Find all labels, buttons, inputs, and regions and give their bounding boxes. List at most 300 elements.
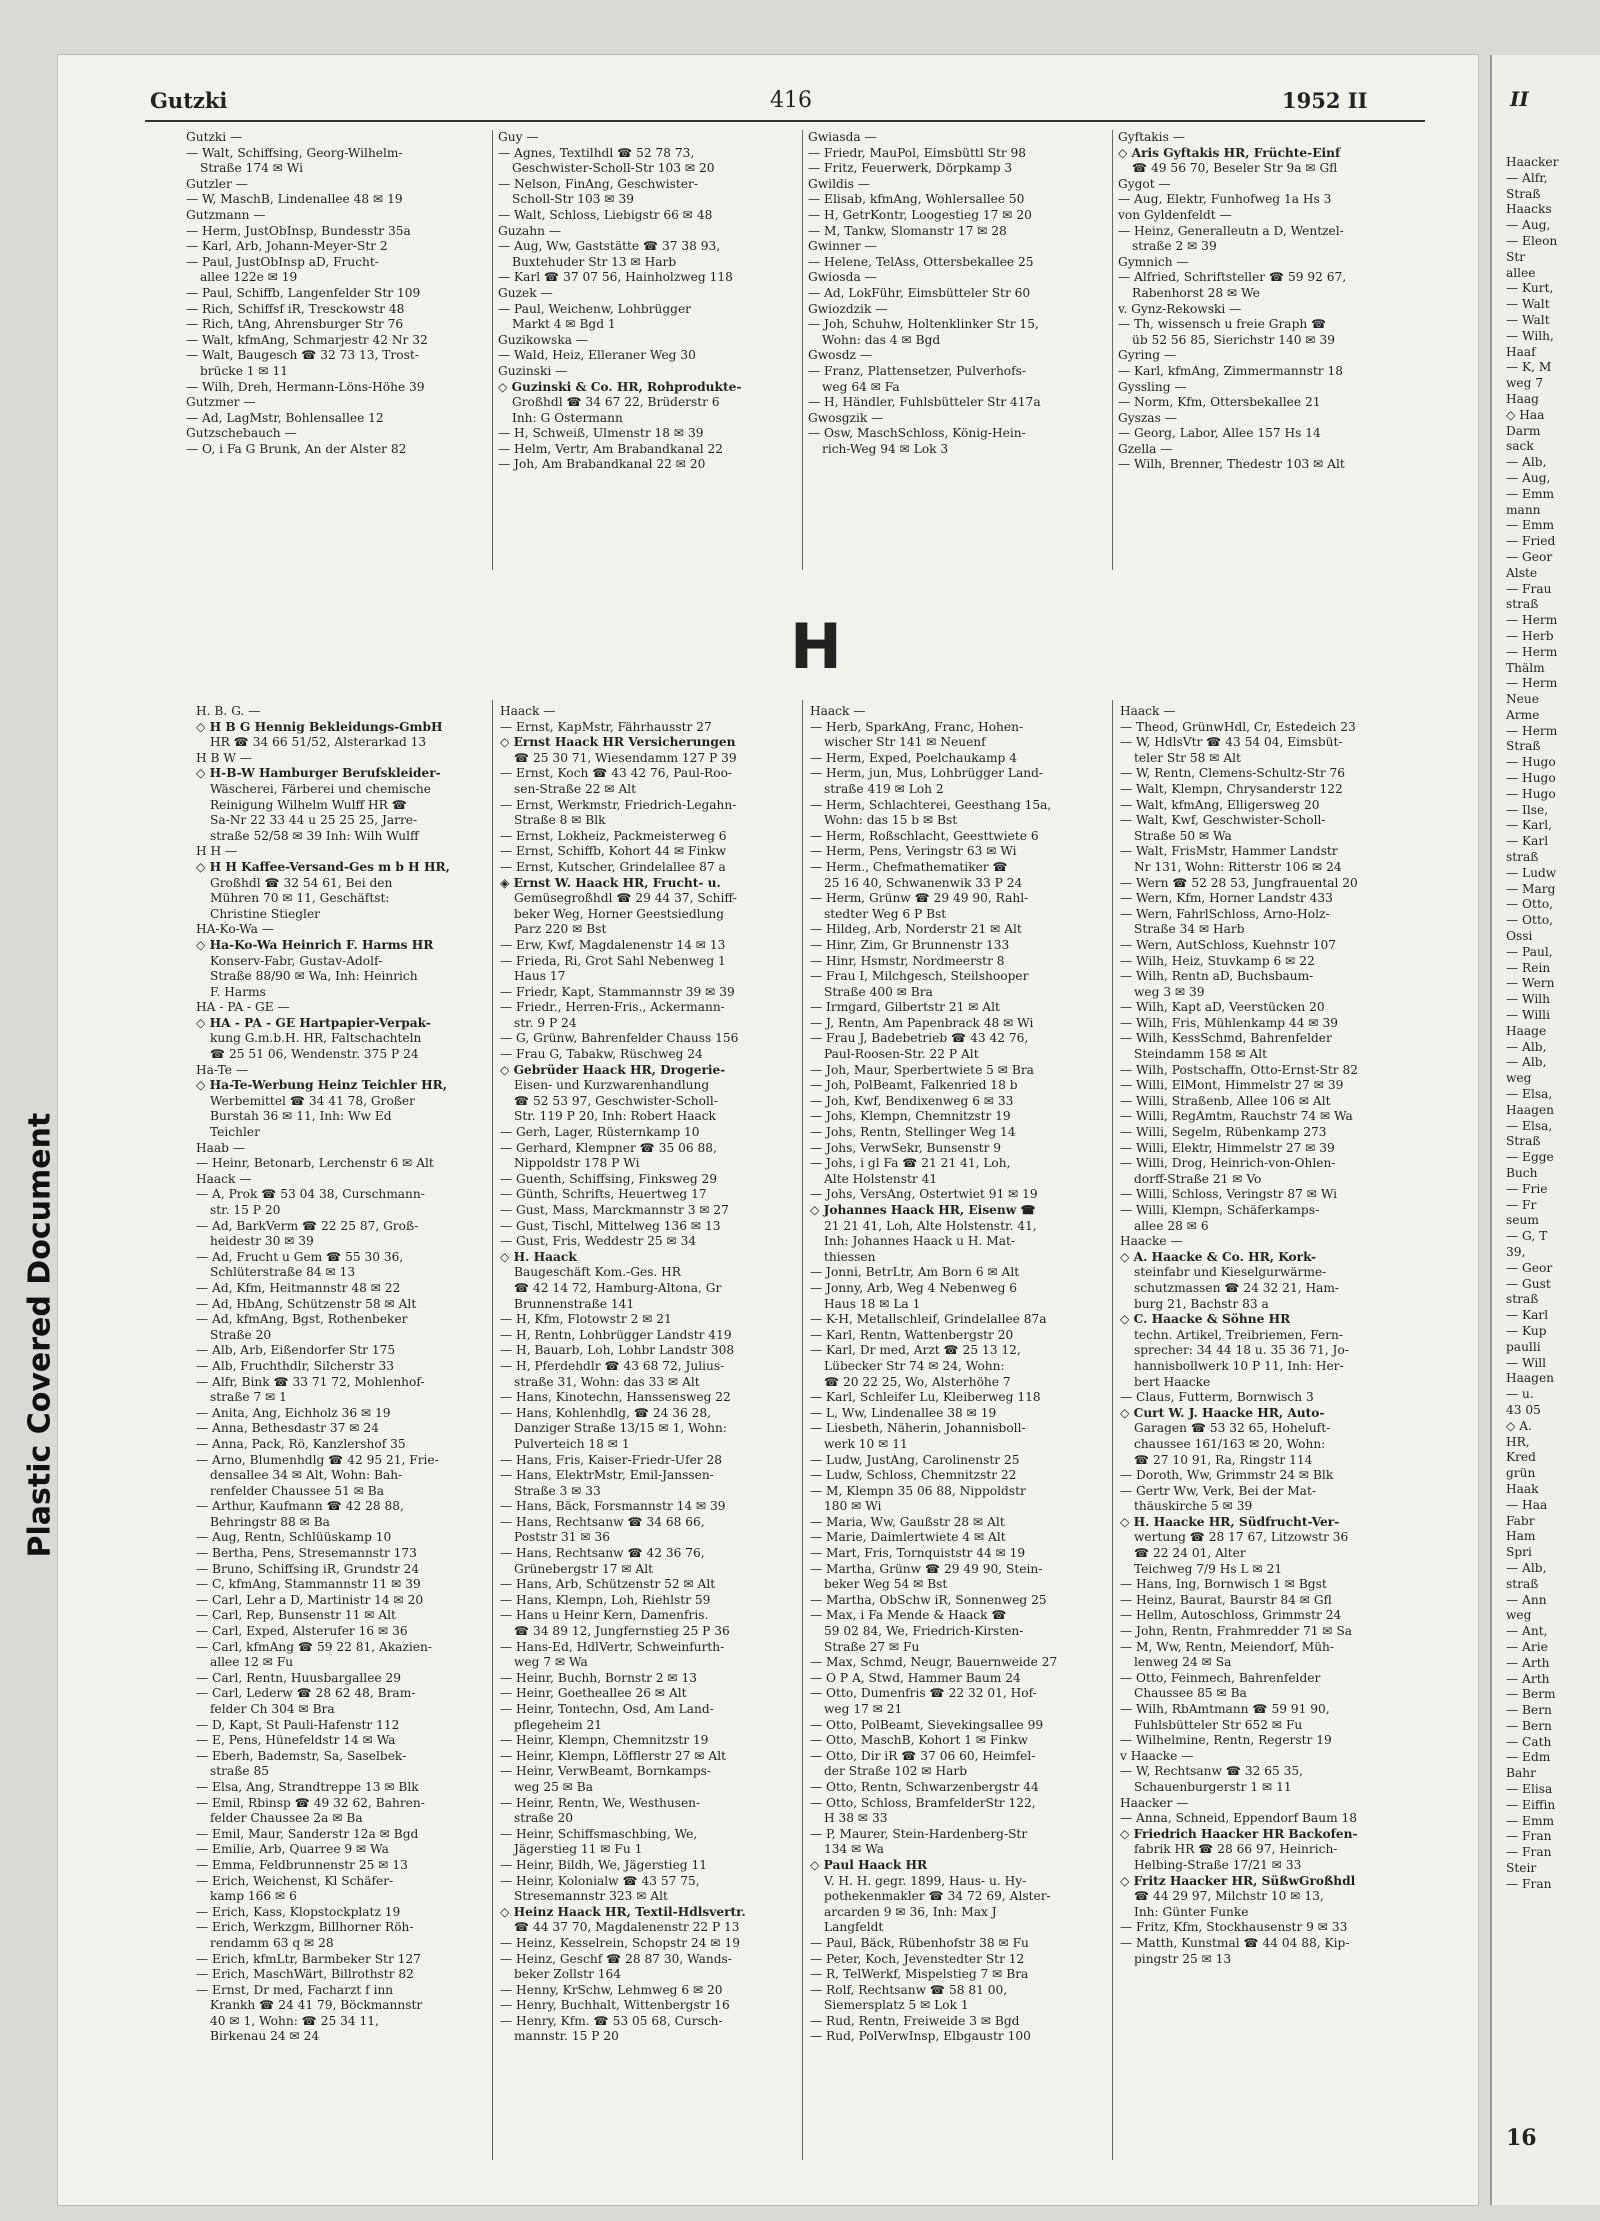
entry-line: Gemüsegroßhdl ☎ 29 44 37, Schiff- [514, 891, 737, 906]
entry-line: kung G.m.b.H. HR, Faltschachteln [210, 1031, 422, 1046]
entry-line: — Ernst, Koch ☎ 43 42 76, Paul-Roo- [500, 766, 733, 781]
facing-entry-line: Str [1506, 249, 1526, 264]
entry-line: — Joh, Maur, Sperbertwiete 5 ✉ Bra [810, 1062, 1034, 1077]
entry-line: densallee 34 ✉ Alt, Wohn: Bah- [210, 1468, 403, 1483]
entry-line: — Gust, Fris, Weddestr 25 ✉ 34 [500, 1234, 697, 1249]
facing-entry-line: grün [1506, 1466, 1536, 1481]
entry-line: ◇ Gebrüder Haack HR, Drogerie- [500, 1062, 726, 1077]
entry-line: straße 7 ✉ 1 [210, 1390, 287, 1405]
entry-line: arcarden 9 ✉ 36, Inh: Max J [824, 1904, 997, 1919]
header-surname: Gutzki [150, 88, 228, 113]
entry-line: Reinigung Wilhelm Wulff HR ☎ [210, 797, 407, 812]
entry-line: — Claus, Futterm, Bornwisch 3 [1120, 1390, 1314, 1405]
entry-line: — Bruno, Schiffsing iR, Grundstr 24 [196, 1561, 420, 1576]
entry-line: — M, Klempn 35 06 88, Nippoldstr [810, 1483, 1026, 1498]
entry-line: Behringstr 88 ✉ Ba [210, 1514, 330, 1529]
facing-entry-line: — Bern [1506, 1703, 1552, 1718]
entry-line: — Walt, FrisMstr, Hammer Landstr [1120, 844, 1338, 859]
entry-line: allee 28 ✉ 6 [1134, 1218, 1209, 1233]
entry-line: — Hans, Bäck, Forsmannstr 14 ✉ 39 [500, 1499, 726, 1514]
entry-line: — Ad, Kfm, Heitmannstr 48 ✉ 22 [196, 1280, 401, 1295]
entry-line: ◇ H H Kaffee-Versand-Ges m b H HR, [196, 859, 450, 874]
facing-entry-line: — Walt [1506, 312, 1550, 327]
facing-entry-line: — u. [1506, 1387, 1534, 1402]
top-column-2 [498, 130, 800, 473]
facing-entry-line: — Elisa [1506, 1782, 1553, 1797]
entry-line: straße 419 ✉ Loh 2 [824, 781, 944, 796]
entry-heading: Gyring — [1118, 348, 1177, 363]
facing-entry-line: — Herm [1506, 723, 1558, 738]
entry-line: — Walt, Kwf, Geschwister-Scholl- [1120, 813, 1326, 828]
entry-line: felder Chaussee 2a ✉ Ba [210, 1811, 363, 1826]
entry-line: Str. 119 P 20, Inh: Robert Haack [514, 1109, 716, 1124]
entry-line: — K-H, Metallschleif, Grindelallee 87a [810, 1312, 1047, 1327]
entry-line: — O, i Fa G Brunk, An der Alster 82 [186, 441, 407, 456]
entry-line: — Carl, Lehr a D, Martinistr 14 ✉ 20 [196, 1592, 424, 1607]
entry-line: Burstah 36 ✉ 11, Inh: Ww Ed [210, 1109, 392, 1124]
entry-line: — Joh, Kwf, Bendixenweg 6 ✉ 33 [810, 1093, 1014, 1108]
entry-line: — Alb, Fruchthdlr, Silcherstr 33 [196, 1358, 395, 1373]
entry-line: — Walt, Schloss, Liebigstr 66 ✉ 48 [498, 207, 713, 222]
entry-line: — Wilh, Fris, Mühlenkamp 44 ✉ 39 [1120, 1015, 1338, 1030]
entry-line: — Peter, Koch, Jevenstedter Str 12 [810, 1951, 1025, 1966]
entry-line: allee 12 ✉ Fu [210, 1655, 294, 1670]
facing-entry-line: — Alb, [1506, 1039, 1547, 1054]
facing-entry-line: — Paul, [1506, 944, 1553, 959]
entry-line: — Erich, Kass, Klopstockplatz 19 [196, 1904, 401, 1919]
entry-line: — Wilh, Dreh, Hermann-Löns-Höhe 39 [186, 379, 425, 394]
facing-entry-line: — Alb, [1506, 1055, 1547, 1070]
entry-line: — Otto, Dumenfris ☎ 22 32 01, Hof- [810, 1686, 1037, 1701]
facing-entry-line: — Marg [1506, 881, 1556, 896]
entry-line: Haus 17 [514, 969, 566, 984]
entry-line: — Georg, Labor, Allee 157 Hs 14 [1118, 426, 1321, 441]
facing-entry-line: — Wern [1506, 976, 1555, 991]
entry-line: — Hans, ElektrMstr, Emil-Janssen- [500, 1468, 714, 1483]
entry-line: — Wern, AutSchloss, Kuehnstr 107 [1120, 937, 1337, 952]
entry-line: — R, TelWerkf, Mispelstieg 7 ✉ Bra [810, 1967, 1029, 1982]
entry-line: — Ernst, Werkmstr, Friedrich-Legahn- [500, 797, 737, 812]
entry-line: Straße 88/90 ✉ Wa, Inh: Heinrich [210, 969, 418, 984]
entry-heading: H H — [196, 844, 238, 859]
entry-line: Rabenhorst 28 ✉ We [1132, 285, 1260, 300]
entry-line: — Marie, Daimlertwiete 4 ✉ Alt [810, 1530, 1006, 1545]
entry-line: — Matth, Kunstmal ☎ 44 04 88, Kip- [1120, 1935, 1350, 1950]
facing-entry-line: ◇ A. [1506, 1418, 1532, 1433]
facing-entry-line: — K, M [1506, 360, 1552, 375]
entry-line: — O P A, Stwd, Hammer Baum 24 [810, 1670, 1021, 1685]
entry-line: — Wilh, Postschaffn, Otto-Ernst-Str 82 [1120, 1062, 1358, 1077]
entry-line: — Walt, kfmAng, Elligersweg 20 [1120, 797, 1320, 812]
entry-line: — Frau G, Tabakw, Rüschweg 24 [500, 1047, 703, 1062]
entry-line: — Martha, ObSchw iR, Sonnenweg 25 [810, 1592, 1047, 1607]
entry-heading: Haab — [196, 1140, 246, 1155]
entry-line: — Liesbeth, Näherin, Johannisboll- [810, 1421, 1026, 1436]
entry-line: mannstr. 15 P 20 [514, 2029, 619, 2044]
facing-entry-line: — Emm [1506, 518, 1555, 533]
entry-line: — Carl, kfmAng ☎ 59 22 81, Akazien- [196, 1639, 432, 1654]
facing-entry-line: — Frau [1506, 581, 1552, 596]
entry-line: ◇ Aris Gyftakis HR, Früchte-Einf [1118, 145, 1341, 160]
entry-line: — Norm, Kfm, Ottersbekallee 21 [1118, 395, 1321, 410]
entry-line: ◇ Ha-Te-Werbung Heinz Teichler HR, [196, 1078, 447, 1093]
entry-line: — Gerhard, Klempner ☎ 35 06 88, [500, 1140, 717, 1155]
entry-heading: Gwiasda — [808, 130, 877, 144]
entry-line: — Friedr, Kapt, Stammannstr 39 ✉ 39 [500, 984, 735, 999]
entry-line: ◇ Heinz Haack HR, Textil-Hdlsvertr. [500, 1904, 746, 1919]
entry-line: beker Zollstr 164 [514, 1967, 622, 1982]
entry-heading: Gzella — [1118, 441, 1173, 456]
facing-entry-line: Buch [1506, 1166, 1538, 1180]
entry-heading: Guzinski — [498, 363, 568, 378]
entry-line: — Arno, Blumenhdlg ☎ 42 95 21, Frie- [196, 1452, 439, 1467]
entry-line: Nr 131, Wohn: Ritterstr 106 ✉ 24 [1134, 859, 1342, 874]
entry-line: ☎ 25 30 71, Wiesendamm 127 P 39 [514, 750, 737, 765]
facing-entry-line: — Frie [1506, 1181, 1548, 1196]
facing-entry-line: — Hugo [1506, 771, 1556, 786]
entry-line: ◇ H. Haacke HR, Südfrucht-Ver- [1120, 1514, 1340, 1529]
entry-line: ◇ H. Haack [500, 1249, 577, 1264]
facing-entry-line: weg [1506, 1071, 1532, 1086]
entry-line: — Hildeg, Arb, Norderstr 21 ✉ Alt [810, 922, 1022, 937]
entry-line: — Johs, VersAng, Ostertwiet 91 ✉ 19 [810, 1187, 1038, 1202]
entry-line: — Heinr, Goetheallee 26 ✉ Alt [500, 1686, 687, 1701]
entry-line: wertung ☎ 28 17 67, Litzowstr 36 [1134, 1530, 1349, 1545]
entry-line: — Herm, Roßschlacht, Geesttwiete 6 [810, 828, 1039, 843]
entry-line: — Fritz, Feuerwerk, Dörpkamp 3 [808, 161, 1013, 176]
facing-entry-line: Straß [1506, 186, 1541, 201]
facing-entry-line: Haagen [1506, 1371, 1555, 1386]
entry-line: ☎ 22 24 01, Alter [1134, 1546, 1246, 1561]
entry-line: — Carl, Rentn, Huusbargallee 29 [196, 1670, 402, 1685]
entry-line: — Heinr, Kolonialw ☎ 43 57 75, [500, 1873, 700, 1888]
entry-line: hannisbollwerk 10 P 11, Inh: Her- [1134, 1358, 1344, 1373]
entry-line: — Karl, Rentn, Wattenbergstr 20 [810, 1327, 1014, 1342]
entry-line: — Erich, Werkzgm, Billhorner Röh- [196, 1920, 414, 1935]
entry-line: ◇ A. Haacke & Co. HR, Kork- [1120, 1249, 1317, 1264]
entry-line: — Wilh, KessSchmd, Bahrenfelder [1120, 1031, 1332, 1046]
entry-line: — Karl, Schleifer Lu, Kleiberweg 118 [810, 1390, 1041, 1405]
entry-line: Birkenau 24 ✉ 24 [210, 2029, 320, 2044]
entry-line: — Johs, i gl Fa ☎ 21 21 41, Loh, [810, 1156, 1011, 1171]
entry-line: — Anita, Ang, Eichholz 36 ✉ 19 [196, 1405, 391, 1420]
entry-line: ☎ 27 10 91, Ra, Ringstr 114 [1134, 1452, 1313, 1467]
entry-line: ☎ 34 89 12, Jungfernstieg 25 P 36 [514, 1624, 730, 1639]
entry-heading: Guzikowska — [498, 332, 589, 347]
entry-line: Fuhlsbütteler Str 652 ✉ Fu [1134, 1717, 1303, 1732]
entry-line: Chaussee 85 ✉ Ba [1134, 1686, 1247, 1701]
entry-line: — Willi, Elektr, Himmelstr 27 ✉ 39 [1120, 1140, 1335, 1155]
entry-line: — H, GetrKontr, Loogestieg 17 ✉ 20 [808, 207, 1032, 222]
entry-line: str. 15 P 20 [210, 1203, 281, 1217]
facing-entry-line: Ham [1506, 1529, 1536, 1544]
entry-line: — Doroth, Ww, Grimmstr 24 ✉ Blk [1120, 1468, 1334, 1483]
entry-heading: Ha-Te — [196, 1062, 249, 1077]
entry-heading: Gutzschebauch — [186, 426, 297, 441]
facing-entry-line: Haag [1506, 391, 1539, 406]
entry-line: — Gust, Tischl, Mittelweg 136 ✉ 13 [500, 1218, 721, 1233]
entry-line: — Heinr, VerwBeamt, Bornkamps- [500, 1764, 712, 1779]
entry-line: beker Weg 54 ✉ Bst [824, 1577, 948, 1592]
facing-entry-line: Haak [1506, 1481, 1539, 1496]
entry-line: — Max, i Fa Mende & Haack ☎ [810, 1608, 1007, 1623]
entry-line: — Elisab, kfmAng, Wohlersallee 50 [808, 192, 1025, 207]
entry-line: — M, Tankw, Slomanstr 17 ✉ 28 [808, 223, 1007, 238]
facing-entry-line: — Gust [1506, 1276, 1551, 1291]
entry-line: — W, MaschB, Lindenallee 48 ✉ 19 [186, 192, 403, 207]
entry-line: — Heinz, Geschf ☎ 28 87 30, Wands- [500, 1951, 732, 1966]
entry-line: — Ad, HbAng, Schützenstr 58 ✉ Alt [196, 1296, 417, 1311]
entry-line: Straße 27 ✉ Fu [824, 1639, 920, 1654]
entry-line: — C, kfmAng, Stammannstr 11 ✉ 39 [196, 1577, 421, 1592]
entry-line: pingstr 25 ✉ 13 [1134, 1951, 1232, 1966]
entry-line: Christine Stiegler [210, 906, 320, 921]
entry-line: allee 122e ✉ 19 [200, 270, 298, 285]
facing-entry-line: 39, [1506, 1244, 1526, 1259]
entry-heading: Gutzmer — [186, 395, 256, 410]
entry-line: ◇ HA - PA - GE Hartpapier-Verpak- [196, 1015, 431, 1030]
entry-line: — Alb, Arb, Eißendorfer Str 175 [196, 1343, 396, 1358]
entry-line: — Willi, Schloss, Veringstr 87 ✉ Wi [1120, 1187, 1338, 1202]
entry-line: steinfabr und Kieselgurwärme- [1134, 1265, 1327, 1280]
entry-line: — Emil, Rbinsp ☎ 49 32 62, Bahren- [196, 1795, 425, 1810]
entry-line: — P, Maurer, Stein-Hardenberg-Str [810, 1826, 1028, 1841]
facing-entry-line: Straß [1506, 739, 1541, 754]
entry-line: — Heinr, Rentn, We, Westhusen- [500, 1795, 701, 1810]
entry-line: — Otto, Schloss, BramfelderStr 122, [810, 1795, 1036, 1810]
entry-line: — M, Ww, Rentn, Meiendorf, Müh- [1120, 1639, 1335, 1654]
facing-entry-line: sack [1506, 439, 1534, 454]
facing-entry-line: — Ann [1506, 1592, 1547, 1607]
entry-line: — Alfried, Schriftsteller ☎ 59 92 67, [1118, 270, 1347, 285]
entry-heading: Gygot — [1118, 176, 1171, 191]
entry-line: thiessen [824, 1249, 876, 1264]
entry-line: — Rud, PolVerwInsp, Elbgaustr 100 [810, 2029, 1031, 2044]
entry-line: — Karl, kfmAng, Zimmermannstr 18 [1118, 363, 1343, 378]
facing-entry-line: — Eleon [1506, 233, 1558, 248]
entry-line: — Nelson, FinAng, Geschwister- [498, 176, 698, 191]
entry-line: — Heinr, Betonarb, Lerchenstr 6 ✉ Alt [196, 1156, 434, 1171]
column-divider [1112, 130, 1113, 570]
entry-heading: von Gyldenfeldt — [1118, 207, 1232, 222]
entry-line: — Joh, PolBeamt, Falkenried 18 b [810, 1078, 1018, 1093]
entry-line: rendamm 63 q ✉ 28 [210, 1935, 334, 1950]
entry-line: Werbemittel ☎ 34 41 78, Großer [210, 1093, 415, 1108]
entry-heading: Gymnich — [1118, 254, 1189, 269]
entry-line: ◇ H B G Hennig Bekleidungs-GmbH [196, 719, 443, 734]
entry-line: — Arthur, Kaufmann ☎ 42 28 88, [196, 1499, 404, 1514]
facing-entry-line: — Geor [1506, 549, 1553, 564]
entry-line: ☎ 44 29 97, Milchstr 10 ✉ 13, [1134, 1889, 1324, 1904]
entry-line: — Ludw, JustAng, Carolinenstr 25 [810, 1452, 1020, 1467]
facing-entry-line: — Cath [1506, 1734, 1552, 1749]
entry-line: — Paul, Weichenw, Lohbrügger [498, 301, 691, 316]
entry-line: — Ernst, Schiffb, Kohort 44 ✉ Finkw [500, 844, 727, 859]
entry-line: — Willi, Straßenb, Allee 106 ✉ Alt [1120, 1093, 1331, 1108]
entry-line: weg 25 ✉ Ba [514, 1779, 594, 1794]
entry-line: — Wilh, RbAmtmann ☎ 59 91 90, [1120, 1702, 1330, 1716]
entry-line: — Erich, kfmLtr, Barmbeker Str 127 [196, 1951, 421, 1966]
entry-line: Brunnenstraße 141 [514, 1296, 635, 1311]
facing-entry-line: — Haa [1506, 1497, 1548, 1512]
facing-entry-line: — Fried [1506, 534, 1556, 549]
entry-line: teler Str 58 ✉ Alt [1134, 750, 1241, 765]
entry-line: Langfeldt [824, 1920, 884, 1935]
facing-entry-line: — Hugo [1506, 786, 1556, 801]
entry-line: — Günth, Schrifts, Heuertweg 17 [500, 1187, 707, 1202]
entry-line: — H, Händler, Fuhlsbütteler Str 417a [808, 395, 1041, 410]
entry-line: — Hans, Klempn, Loh, Riehlstr 59 [500, 1592, 711, 1607]
facing-entry-line: — Geor [1506, 1260, 1553, 1275]
entry-line: — Hans, Kohlenhdlg, ☎ 24 36 28, [500, 1405, 712, 1420]
entry-line: 40 ✉ 1, Wohn: ☎ 25 34 11, [210, 2013, 379, 2028]
entry-line: Inh: Günter Funke [1134, 1904, 1249, 1919]
entry-line: ◈ Ernst W. Haack HR, Frucht- u. [500, 875, 721, 890]
entry-line: Poststr 31 ✉ 36 [514, 1530, 611, 1545]
facing-page-number: 16 [1506, 2125, 1537, 2151]
entry-line: — Mart, Fris, Tornquiststr 44 ✉ 19 [810, 1546, 1026, 1561]
entry-line: Großhdl ☎ 34 67 22, Brüderstr 6 [512, 395, 720, 410]
entry-heading: Gyszas — [1118, 410, 1177, 425]
entry-line: — Emilie, Arb, Quarree 9 ✉ Wa [196, 1842, 389, 1857]
entry-line: ☎ 49 56 70, Beseler Str 9a ✉ Gfl [1132, 161, 1338, 176]
entry-line: — G, Grünw, Bahrenfelder Chauss 156 [500, 1031, 739, 1046]
entry-line: Wäscherei, Färberei und chemische [210, 781, 431, 796]
facing-entry-line: — Wilh [1506, 992, 1551, 1007]
entry-line: Helbing-Straße 17/21 ✉ 33 [1134, 1857, 1302, 1872]
entry-line: — Paul, Schiffb, Langenfelder Str 109 [186, 285, 421, 300]
entry-line: — Bertha, Pens, Stresemannstr 173 [196, 1546, 417, 1561]
entry-line: — Henry, Kfm. ☎ 53 05 68, Cursch- [500, 2013, 723, 2028]
entry-line: dorff-Straße 21 ✉ Vo [1134, 1171, 1262, 1186]
entry-line: — Emma, Feldbrunnenstr 25 ✉ 13 [196, 1857, 408, 1872]
entry-line: — Gust, Mass, Marckmannstr 3 ✉ 27 [500, 1203, 729, 1217]
entry-line: ☎ 42 14 72, Hamburg-Altona, Gr [514, 1280, 722, 1295]
entry-heading: Gutzler — [186, 176, 248, 191]
entry-line: Nippoldstr 178 P Wi [514, 1156, 640, 1171]
entry-line: — Wern ☎ 52 28 53, Jungfrauental 20 [1120, 875, 1358, 890]
entry-line: — Friedr, MauPol, Eimsbüttl Str 98 [808, 145, 1027, 160]
entry-line: ☎ 52 53 97, Geschwister-Scholl- [514, 1093, 718, 1108]
entry-line: — D, Kapt, St Pauli-Hafenstr 112 [196, 1717, 400, 1732]
facing-page-header: II [1510, 87, 1529, 111]
side-label: Plastic Covered Document [22, 1112, 58, 1558]
facing-entry-line: — Alfr, [1506, 170, 1548, 185]
entry-line: — Herm, jun, Mus, Lohbrügger Land- [810, 766, 1043, 781]
entry-line: — Wilhelmine, Rentn, Regerstr 19 [1120, 1733, 1332, 1748]
entry-line: Straße 8 ✉ Blk [514, 813, 606, 828]
entry-line: ☎ 20 22 25, Wo, Alsterhöhe 7 [824, 1374, 1011, 1389]
main-column-3 [810, 704, 1110, 2045]
entry-line: H 38 ✉ 33 [824, 1811, 888, 1826]
entry-line: — Joh, Schuhw, Holtenklinker Str 15, [808, 317, 1039, 332]
entry-line: — Johs, Rentn, Stellinger Weg 14 [810, 1125, 1016, 1140]
entry-line: — Heinr, Tontechn, Osd, Am Land- [500, 1702, 714, 1716]
facing-entry-line: — Kup [1506, 1323, 1547, 1338]
facing-entry-line: — Bern [1506, 1718, 1552, 1733]
entry-line: — Ad, Frucht u Gem ☎ 55 30 36, [196, 1249, 404, 1264]
entry-line: Paul-Roosen-Str. 22 P Alt [824, 1047, 979, 1062]
entry-line: — Herm, JustObInsp, Bundesstr 35a [186, 223, 411, 238]
entry-line: Krankh ☎ 24 41 79, Böckmannstr [210, 1998, 423, 2013]
entry-line: — Frau J, Badebetrieb ☎ 43 42 76, [810, 1031, 1029, 1046]
facing-entry-line: — Rein [1506, 960, 1551, 975]
facing-entry-line: — Will [1506, 1355, 1547, 1370]
entry-line: — Gertr Ww, Verk, Bei der Mat- [1120, 1483, 1316, 1498]
entry-line: Sa-Nr 22 33 44 u 25 25 25, Jarre- [210, 813, 418, 828]
facing-entry-line: Fabr [1506, 1513, 1535, 1528]
entry-line: ◇ Fritz Haacker HR, SüßwGroßhdl [1120, 1873, 1356, 1888]
entry-line: straße 85 [210, 1764, 269, 1779]
entry-line: — Henry, Buchhalt, Wittenbergstr 16 [500, 1998, 730, 2013]
facing-entry-line: — Otto, [1506, 913, 1554, 928]
entry-line: Steindamm 158 ✉ Alt [1134, 1047, 1268, 1062]
entry-line: sen-Straße 22 ✉ Alt [514, 781, 637, 796]
entry-line: — Walt, kfmAng, Schmarjestr 42 Nr 32 [186, 332, 428, 347]
entry-line: — Ad, LokFühr, Eimsbütteler Str 60 [808, 285, 1031, 300]
facing-entry-line: — Emm [1506, 1813, 1555, 1828]
entry-line: — Walt, Klempn, Chrysanderstr 122 [1120, 781, 1343, 796]
entry-line: — Wilh, Kapt aD, Veerstücken 20 [1120, 1000, 1325, 1015]
entry-line: — Anna, Bethesdastr 37 ✉ 24 [196, 1421, 379, 1436]
facing-entry-line: Haacker [1506, 155, 1559, 169]
entry-line: Schauenburgerstr 1 ✉ 11 [1134, 1779, 1292, 1794]
facing-entry-line: Haaf [1506, 344, 1536, 359]
entry-line: Alte Holstenstr 41 [824, 1171, 938, 1186]
facing-entry-line: Spri [1506, 1545, 1532, 1560]
entry-line: der Straße 102 ✉ Harb [824, 1764, 968, 1779]
entry-heading: Gwiosda — [808, 270, 877, 285]
facing-entry-line: seum [1506, 1213, 1539, 1228]
entry-line: Stresemannstr 323 ✉ Alt [514, 1889, 668, 1904]
entry-line: — Herm, Schlachterei, Geesthang 15a, [810, 797, 1052, 812]
entry-line: 134 ✉ Wa [824, 1842, 884, 1857]
entry-heading: Haack — [810, 704, 866, 718]
main-column-1 [196, 704, 490, 2045]
entry-line: renfelder Chaussee 51 ✉ Ba [210, 1483, 385, 1498]
facing-entry-line: — Fran [1506, 1876, 1552, 1891]
entry-line: — Ad, LagMstr, Bohlensallee 12 [186, 410, 384, 425]
facing-entry-line: Darm [1506, 423, 1541, 438]
entry-line: fabrik HR ☎ 28 66 97, Heinrich- [1134, 1842, 1338, 1857]
entry-line: ◇ Friedrich Haacker HR Backofen- [1120, 1826, 1358, 1841]
entry-line: — Rud, Rentn, Freiweide 3 ✉ Bgd [810, 2013, 1020, 2028]
entry-line: — Frau I, Milchgesch, Steilshooper [810, 969, 1029, 984]
entry-line: — Heinr, Buchh, Bornstr 2 ✉ 13 [500, 1670, 698, 1685]
entry-line: — W, Rechtsanw ☎ 32 65 35, [1120, 1764, 1304, 1779]
entry-line: Straße 50 ✉ Wa [1134, 828, 1232, 843]
entry-line: — Hellm, Autoschloss, Grimmstr 24 [1120, 1608, 1342, 1623]
facing-entry-line: paulli [1506, 1339, 1541, 1354]
entry-heading: Gwosdz — [808, 348, 873, 363]
entry-line: — Aug, Rentn, Schlüüskamp 10 [196, 1530, 392, 1545]
entry-line: — Henny, KrSchw, Lehmweg 6 ✉ 20 [500, 1982, 723, 1997]
facing-entry-line: Haagen [1506, 1102, 1555, 1117]
entry-line: — Hans u Heinr Kern, Damenfris. [500, 1608, 709, 1623]
entry-line: — L, Ww, Lindenallee 38 ✉ 19 [810, 1405, 997, 1420]
entry-line: straße 31, Wohn: das 33 ✉ Alt [514, 1374, 700, 1389]
entry-line: ☎ 25 51 06, Wendenstr. 375 P 24 [210, 1047, 419, 1062]
facing-entry-line: — Arth [1506, 1671, 1550, 1686]
entry-line: weg 7 ✉ Wa [514, 1655, 588, 1670]
entry-heading: Gwinner — [808, 239, 877, 254]
entry-line: straße 52/58 ✉ 39 Inh: Wilh Wulff [210, 828, 419, 843]
entry-line: — E, Pens, Hünefeldstr 14 ✉ Wa [196, 1733, 396, 1748]
entry-line: kamp 166 ✉ 6 [210, 1889, 297, 1904]
entry-line: — Herm, Grünw ☎ 29 49 90, Rahl- [810, 891, 1029, 906]
entry-line: — Agnes, Textilhdl ☎ 52 78 73, [498, 145, 695, 160]
facing-entry-line: — Aug, [1506, 470, 1551, 485]
